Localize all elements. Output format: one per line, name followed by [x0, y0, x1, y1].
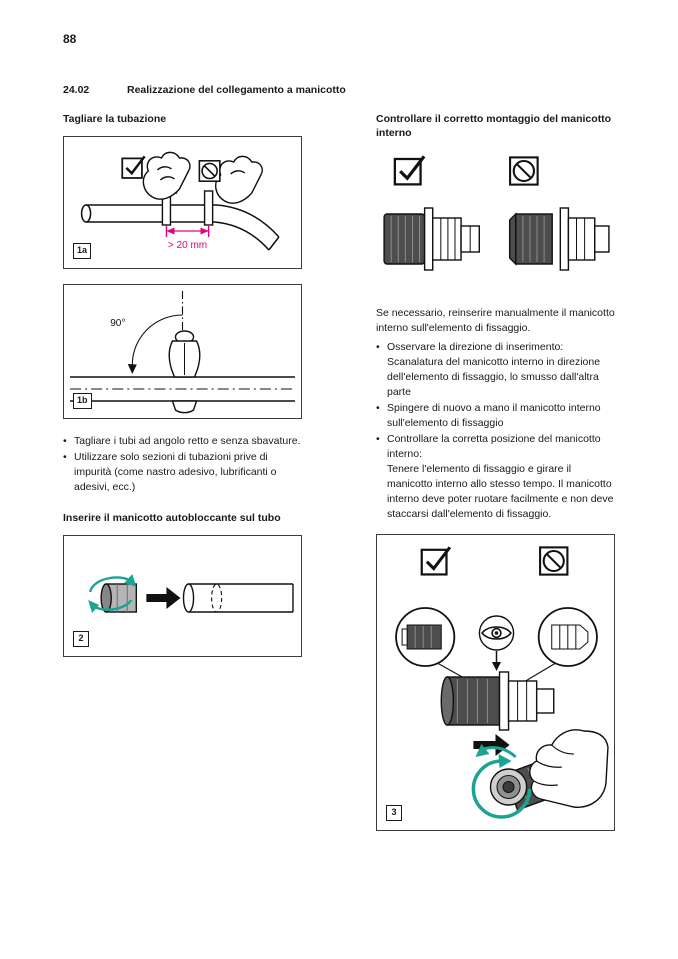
checkmark-box-icon	[395, 157, 424, 185]
list-item	[63, 434, 302, 449]
min-length-dimension	[166, 225, 208, 251]
heading-check-assembly: Controllare il corretto montaggio del manicotto interno	[376, 113, 612, 140]
right-column	[376, 112, 615, 846]
hand-rotating-sleeve	[490, 730, 607, 810]
leader-line	[526, 663, 556, 681]
two-column-layout	[63, 112, 615, 846]
list-item-text	[387, 340, 615, 400]
min-length-label: > 20 mm	[167, 240, 208, 252]
list-item-text	[387, 401, 615, 431]
figure-2	[63, 535, 302, 657]
intro-paragraph: Se necessario, reinserire manualmente il manicotto interno sull'elemento di fissaggio.	[376, 307, 615, 335]
list-item-detail: Tenere l'elemento di fissaggio e girare il manicotto interno allo stesso tempo. Il manicotto interno deve poter ruotare facilmente e non deve staccarsi dall'elemento di fissaggio.	[387, 463, 614, 521]
prohibition-icon	[540, 548, 567, 575]
list-item-text: Tagliare i tubi ad angolo retto e senza sbavature.	[74, 435, 301, 448]
list-item-lead: Osservare la direzione di inserimento:	[387, 341, 564, 354]
checkmark-box-icon	[122, 157, 144, 179]
figure-1b-label: 1b	[73, 393, 92, 409]
figure-3	[376, 534, 615, 831]
list-item-text: Utilizzare solo sezioni di tubazioni prive di impurità (come nastro adesivo, lubrificanti o adesivi, ecc.)	[74, 451, 277, 494]
list-item-text	[387, 432, 615, 522]
pipe-drawing	[70, 377, 295, 401]
angle-label: 90°	[110, 318, 126, 330]
prohibition-icon	[199, 161, 219, 181]
heading-cut-pipe: Tagliare la tubazione	[63, 113, 167, 125]
bullet-marker: •	[376, 402, 380, 415]
assembly-check-illustration	[376, 150, 615, 290]
figure-3-illustration	[377, 535, 614, 830]
section-title: Realizzazione del collegamento a manicotto	[127, 84, 346, 96]
checkmark-box-icon	[422, 548, 450, 575]
bullet-marker: •	[63, 451, 67, 464]
figure-assembly-check	[376, 150, 615, 290]
assembly-drawing	[441, 672, 553, 730]
bullet-marker: •	[376, 433, 380, 446]
detail-view-chamfer	[539, 608, 597, 666]
figure-2-label: 2	[73, 631, 89, 647]
check-steps-list	[376, 340, 615, 522]
list-item	[63, 450, 302, 495]
arrow-right-icon	[146, 587, 180, 609]
figure-1b	[63, 284, 302, 419]
assembly-correct	[384, 208, 479, 270]
assembly-wrong	[510, 208, 609, 270]
heading-insert-sleeve: Inserire il manicotto autobloccante sul tubo	[63, 512, 281, 525]
figure-1a-label: 1a	[73, 243, 91, 259]
list-item	[376, 340, 615, 400]
eye-icon	[479, 616, 513, 671]
list-item	[376, 432, 615, 522]
figure-1a-illustration	[64, 137, 301, 268]
left-column	[63, 112, 302, 672]
cutting-rules-list	[63, 434, 302, 495]
prohibition-icon	[510, 158, 538, 185]
hand-with-cutter	[143, 153, 190, 226]
detail-view-groove	[396, 608, 454, 666]
figure-1a	[63, 136, 302, 269]
bullet-marker: •	[376, 341, 380, 354]
section-heading	[63, 84, 615, 96]
page-number: 88	[63, 32, 77, 46]
list-item-detail: Scanalatura del manicotto interno in direzione dell'elemento di fissaggio, lo smusso dall'altra parte	[387, 356, 601, 399]
list-item	[376, 401, 615, 431]
pipe-cutter-tool	[169, 331, 199, 413]
figure-2-illustration	[64, 536, 301, 656]
list-item-lead: Spingere di nuovo a mano il manicotto interno sull'elemento di fissaggio	[387, 402, 601, 430]
pipe-drawing	[184, 584, 293, 612]
figure-1b-illustration	[64, 285, 301, 418]
bullet-marker: •	[63, 435, 67, 448]
list-item-lead: Controllare la corretta posizione del manicotto interno:	[387, 433, 601, 461]
section-number: 24.02	[63, 84, 90, 96]
figure-3-label: 3	[386, 805, 402, 821]
